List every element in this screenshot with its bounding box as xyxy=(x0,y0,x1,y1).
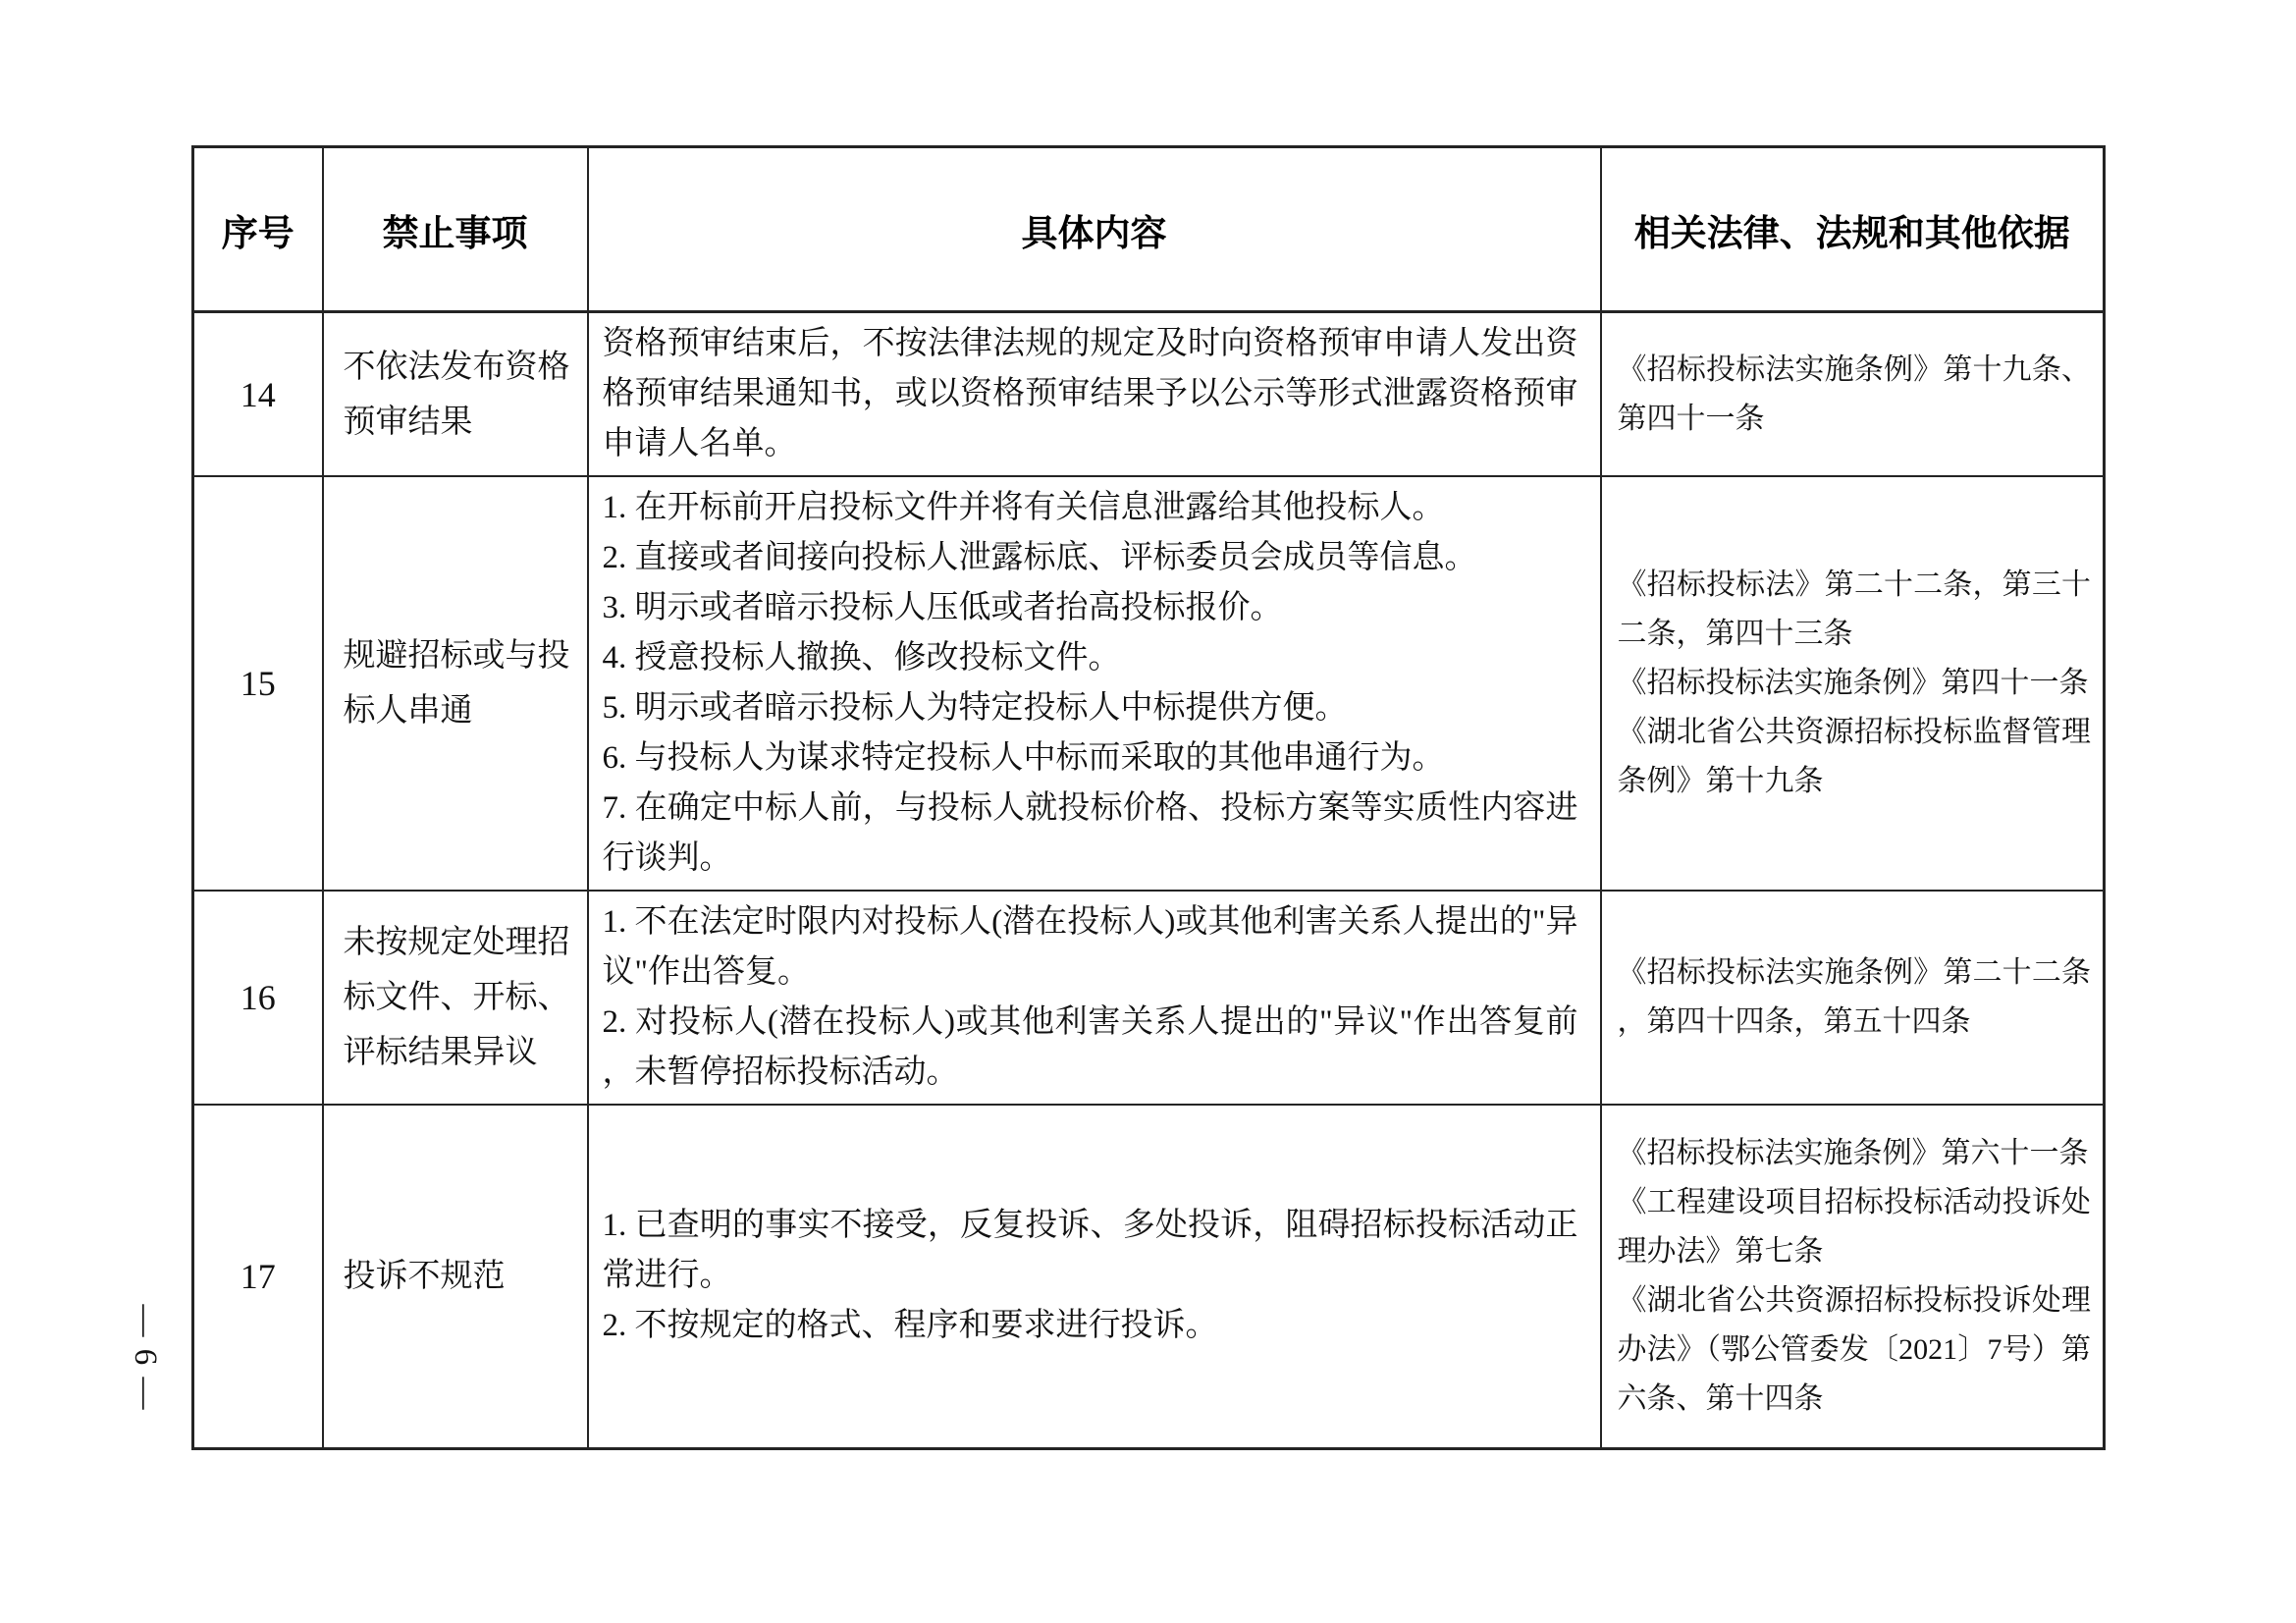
row-seq: 16 xyxy=(193,891,323,1105)
detail-paragraph: 3. 明示或者暗示投标人压低或者抬高投标报价。 xyxy=(602,590,1283,625)
legal-paragraph: 《湖北省公共资源招标投标监督管理条例》第十九条 xyxy=(1617,716,2091,797)
detail-paragraph: 4. 授意投标人撤换、修改投标文件。 xyxy=(602,640,1121,676)
table-row xyxy=(193,476,2105,891)
table-row xyxy=(193,891,2105,1105)
row-seq: 14 xyxy=(193,312,323,477)
row-prohibited-item: 投诉不规范 xyxy=(323,1105,588,1448)
legal-paragraph: 《湖北省公共资源招标投标投诉处理办法》（鄂公管委发〔2021〕7号）第六条、第十四条 xyxy=(1617,1283,2091,1415)
row-legal-basis xyxy=(1601,891,2105,1105)
detail-paragraph: 7. 在确定中标人前，与投标人就投标价格、投标方案等实质性内容进行谈判。 xyxy=(602,790,1578,876)
detail-paragraph: 资格预审结束后，不按法律法规的规定及时向资格预审申请人发出资格预审结果通知书，或以资格预审结果予以公示等形式泄露资格预审申请人名单。 xyxy=(602,326,1578,461)
header-detail: 具体内容 xyxy=(588,147,1601,312)
legal-paragraph: 《招标投标法实施条例》第二十二条，第四十四条，第五十四条 xyxy=(1617,956,2091,1038)
detail-paragraph: 2. 不按规定的格式、程序和要求进行投诉。 xyxy=(602,1308,1218,1344)
table-header-row xyxy=(193,147,2105,312)
header-legal-basis: 相关法律、法规和其他依据 xyxy=(1601,147,2105,312)
legal-paragraph: 《招标投标法》第二十二条，第三十二条，第四十三条 xyxy=(1617,568,2091,650)
row-seq: 15 xyxy=(193,476,323,891)
row-detail xyxy=(588,312,1601,477)
detail-paragraph: 2. 对投标人(潜在投标人)或其他利害关系人提出的"异议"作出答复前，未暂停招标投标活动。 xyxy=(602,1004,1578,1090)
row-legal-basis xyxy=(1601,476,2105,891)
row-legal-basis xyxy=(1601,1105,2105,1448)
legal-paragraph: 《招标投标法实施条例》第十九条、第四十一条 xyxy=(1617,352,2091,435)
legal-paragraph: 《招标投标法实施条例》第四十一条 xyxy=(1617,667,2089,699)
prohibition-rules-table xyxy=(191,145,2106,1450)
detail-paragraph: 1. 已查明的事实不接受，反复投诉、多处投诉，阻碍招标投标活动正常进行。 xyxy=(602,1208,1578,1294)
header-seq: 序号 xyxy=(193,147,323,312)
table-row xyxy=(193,1105,2105,1448)
row-seq: 17 xyxy=(193,1105,323,1448)
row-prohibited-item: 未按规定处理招标文件、开标、评标结果异议 xyxy=(323,891,588,1105)
row-detail xyxy=(588,891,1601,1105)
detail-paragraph: 1. 不在法定时限内对投标人(潜在投标人)或其他利害关系人提出的"异议"作出答复。 xyxy=(602,904,1578,990)
row-legal-basis xyxy=(1601,312,2105,477)
legal-paragraph: 《工程建设项目招标投标活动投诉处理办法》第七条 xyxy=(1617,1185,2091,1268)
row-prohibited-item: 不依法发布资格预审结果 xyxy=(323,312,588,477)
row-detail xyxy=(588,1105,1601,1448)
detail-paragraph: 6. 与投标人为谋求特定投标人中标而采取的其他串通行为。 xyxy=(602,740,1445,776)
row-detail xyxy=(588,476,1601,891)
detail-paragraph: 2. 直接或者间接向投标人泄露标底、评标委员会成员等信息。 xyxy=(602,540,1477,575)
header-prohibited-item: 禁止事项 xyxy=(323,147,588,312)
page-number: — 6 — xyxy=(128,1304,163,1412)
detail-paragraph: 5. 明示或者暗示投标人为特定投标人中标提供方便。 xyxy=(602,690,1348,726)
legal-paragraph: 《招标投标法实施条例》第六十一条 xyxy=(1617,1136,2089,1169)
table-row xyxy=(193,312,2105,477)
detail-paragraph: 1. 在开标前开启投标文件并将有关信息泄露给其他投标人。 xyxy=(602,490,1445,525)
row-prohibited-item: 规避招标或与投标人串通 xyxy=(323,476,588,891)
